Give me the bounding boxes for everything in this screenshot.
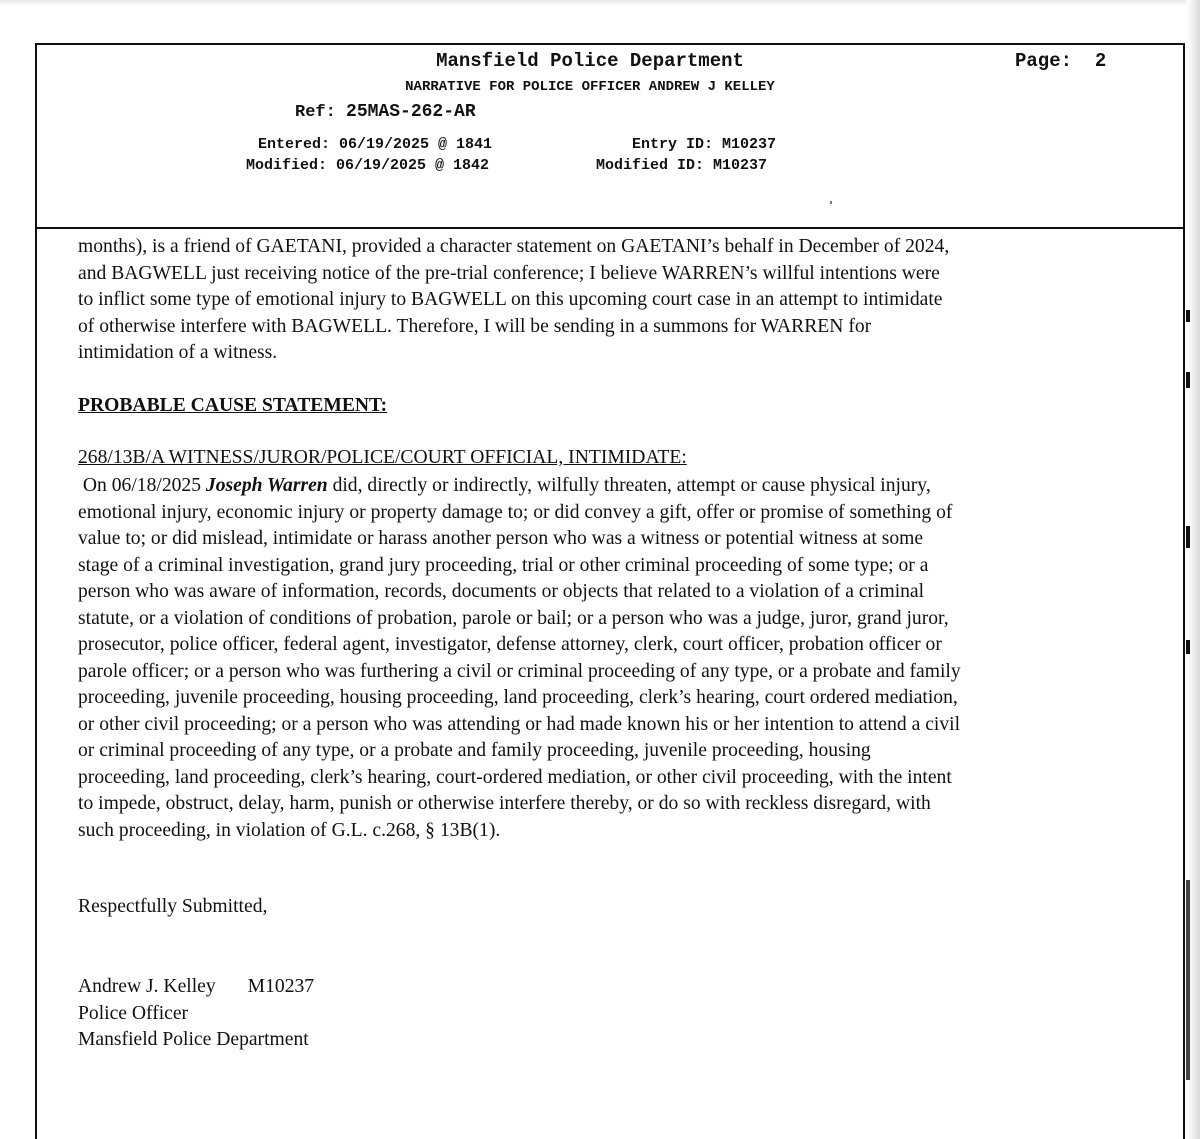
binder-edge-mark: [1186, 372, 1190, 388]
department-title: Mansfield Police Department: [436, 50, 744, 72]
officer-signature-block: [78, 974, 314, 1054]
entered-value: 06/19/2025 @ 1841: [339, 136, 493, 153]
ref-number: 25MAS-262-AR: [346, 102, 476, 122]
modified-id-row: [596, 157, 767, 174]
binder-edge-mark: [1186, 880, 1190, 1080]
statement-line: or criminal proceeding of any type, or a probate and family proceeding, juvenile proceeding, housing: [78, 740, 871, 761]
entry-id-value: M10237: [722, 136, 777, 153]
page-label: Page:: [1015, 50, 1073, 72]
statement-line: prosecutor, police officer, federal agent, investigator, defense attorney, clerk, court officer, probation officer or: [78, 634, 942, 655]
page-number: 2: [1094, 50, 1107, 72]
statement-line: parole officer; or a person who was furthering a civil or criminal proceeding of any type, or a probate and family: [78, 660, 961, 682]
narrative-line: and BAGWELL just receiving notice of the pre-trial conference; I believe WARREN’s willful intentions were: [78, 262, 940, 284]
binder-edge-mark: [1186, 310, 1190, 322]
entered-row: [258, 136, 492, 153]
modified-id-label: Modified ID:: [596, 157, 705, 174]
statement-line: or other civil proceeding; or a person who was attending or had made known his or her intention to attend a civil: [78, 713, 961, 735]
officer-name-row: [78, 974, 314, 1001]
scan-edge-top: [0, 0, 1200, 6]
narrative-line: of otherwise interfere with BAGWELL. Therefore, I will be sending in a summons for WARREN for: [78, 315, 872, 337]
statement-line: stage of a criminal investigation, grand jury proceeding, trial or other criminal proceeding of some type; or a: [78, 554, 929, 576]
officer-department: Mansfield Police Department: [78, 1029, 309, 1050]
statement-first-line: [78, 473, 961, 500]
officer-name: Andrew J. Kelley: [78, 976, 216, 997]
defendant-name: Joseph Warren: [205, 475, 328, 496]
statement-suffix: did, directly or indirectly, wilfully threaten, attempt or cause physical injury,: [327, 475, 931, 496]
statute-heading: 268/13B/A WITNESS/JUROR/POLICE/COURT OFFICIAL, INTIMIDATE:: [78, 447, 687, 468]
binder-edge-mark: [1186, 526, 1190, 548]
narrative-title: NARRATIVE FOR POLICE OFFICER ANDREW J KELLEY: [405, 79, 775, 95]
modified-row: [246, 157, 489, 174]
statement-line: person who was aware of information, records, documents or objects that related to a violation of a criminal: [78, 581, 925, 602]
narrative-paragraph: [78, 234, 949, 367]
narrative-line: intimidation of a witness.: [78, 342, 278, 363]
entry-id-row: [632, 136, 776, 153]
closing-line: Respectfully Submitted,: [78, 896, 268, 917]
statement-line: to impede, obstruct, delay, harm, punish or otherwise interfere thereby, or do so with reckless disregard, with: [78, 793, 931, 814]
narrative-line: months), is a friend of GAETANI, provided a character statement on GAETANI’s behalf in December of 2024,: [78, 236, 950, 257]
statement-line: statute, or a violation of conditions of probation, parole or bail; or a person who was a judge, juror, grand juror,: [78, 607, 949, 629]
officer-title: Police Officer: [78, 1002, 189, 1024]
officer-id: M10237: [247, 976, 315, 997]
scan-speck: [830, 201, 832, 204]
statement-prefix: On 06/18/2025: [78, 475, 206, 496]
binder-edge-mark: [1186, 640, 1190, 654]
modified-id-value: M10237: [713, 157, 768, 174]
statement-line: proceeding, land proceeding, clerk’s hearing, court-ordered mediation, or other civil proceeding, with the intent: [78, 766, 952, 788]
narrative-line: to inflict some type of emotional injury to BAGWELL on this upcoming court case in an attempt to intimidate: [78, 289, 943, 310]
entered-label: Entered:: [258, 136, 331, 153]
modified-label: Modified:: [246, 157, 328, 174]
ref-label: Ref:: [295, 103, 336, 122]
statement-line: proceeding, juvenile proceeding, housing proceeding, land proceeding, clerk’s hearing, court ordered mediation,: [78, 687, 958, 708]
reference: [295, 102, 476, 122]
page-indicator: [1015, 50, 1106, 72]
statement-line: such proceeding, in violation of G.L. c.268, § 13B(1).: [78, 819, 501, 841]
statement-line: value to; or did mislead, intimidate or harass another person who was a witness or potential witness at some: [78, 528, 924, 549]
statement-line: emotional injury, economic injury or property damage to; or did convey a gift, offer or promise of something of: [78, 501, 953, 523]
page-left-rule: [35, 229, 37, 1139]
probable-cause-heading: PROBABLE CAUSE STATEMENT:: [78, 395, 388, 416]
probable-cause-statement: [78, 473, 961, 844]
entry-id-label: Entry ID:: [632, 136, 714, 153]
page-right-rule: [1183, 229, 1185, 1139]
modified-value: 06/19/2025 @ 1842: [336, 157, 490, 174]
